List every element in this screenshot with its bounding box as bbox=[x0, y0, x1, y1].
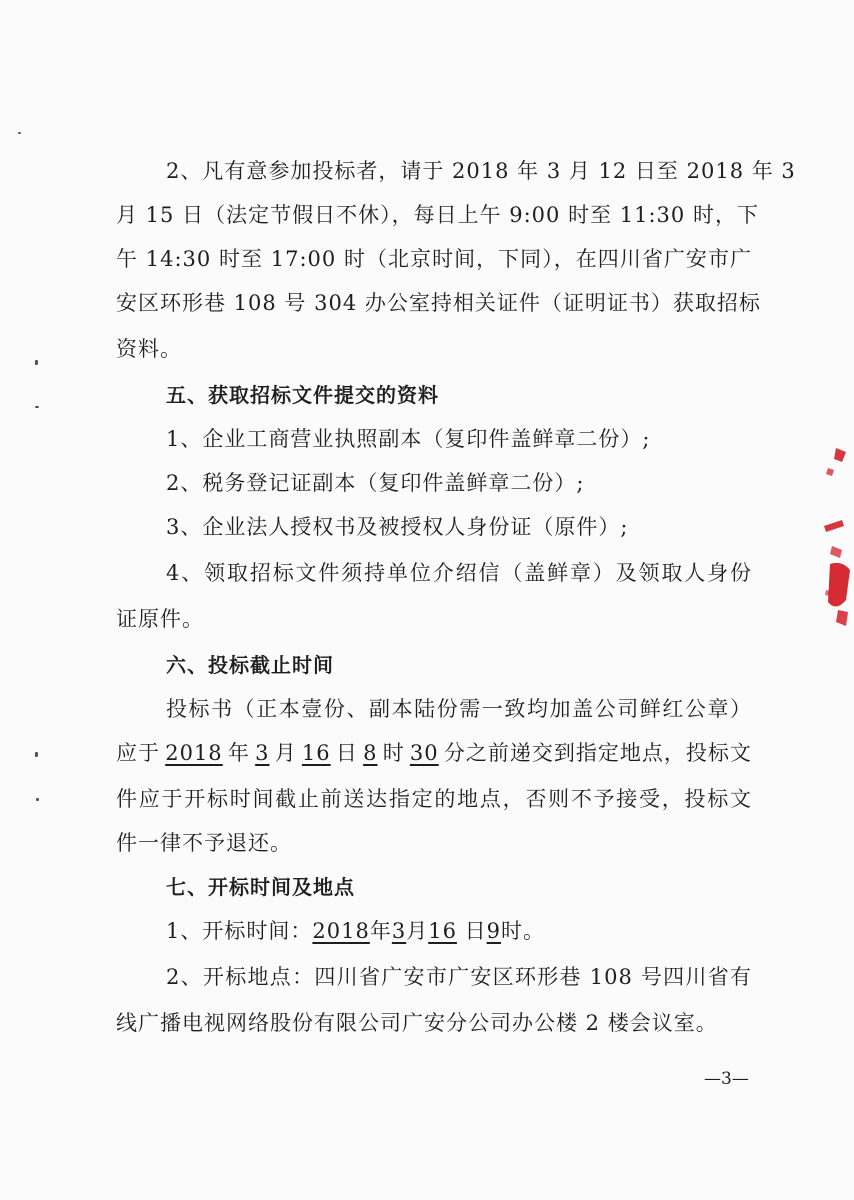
opening-time-line bbox=[166, 916, 545, 946]
deadline-minute: 30 bbox=[409, 741, 439, 765]
section-heading: 五、获取招标文件提交的资料 bbox=[166, 383, 439, 407]
scan-speck bbox=[35, 406, 39, 408]
list-item: 2、税务登记证副本（复印件盖鲜章二份）; bbox=[166, 471, 585, 495]
para-line: 件一律不予退还。 bbox=[116, 831, 292, 855]
para-line: 投标书（正本壹份、副本陆份需一致均加盖公司鲜红公章） bbox=[166, 697, 752, 721]
opening-year: 2018 bbox=[312, 919, 370, 943]
seal-fragment-icon bbox=[816, 440, 852, 640]
text-segment: 月 bbox=[406, 919, 429, 943]
text-segment: 1、开标时间： bbox=[166, 919, 313, 943]
page-number: —3— bbox=[704, 1069, 749, 1089]
section-heading: 七、开标时间及地点 bbox=[166, 875, 355, 899]
deadline-hour: 8 bbox=[363, 741, 378, 765]
text-segment: 日 bbox=[335, 741, 358, 765]
list-item: 3、企业法人授权书及被授权人身份证（原件）; bbox=[166, 515, 629, 539]
para-line: 安区环形巷 108 号 304 办公室持相关证件（证明证书）获取招标 bbox=[116, 291, 761, 315]
scan-speck bbox=[35, 360, 38, 365]
scan-speck bbox=[35, 752, 38, 757]
para-line: 件应于开标时间截止前送达指定的地点，否则不予接受，投标文 bbox=[116, 787, 752, 811]
section-heading: 六、投标截止时间 bbox=[166, 653, 334, 677]
scan-speck bbox=[36, 798, 39, 801]
para-line: 2、凡有意参加投标者，请于 2018 年 3 月 12 日至 2018 年 3 bbox=[166, 159, 796, 183]
deadline-month: 3 bbox=[255, 741, 270, 765]
list-item: 1、企业工商营业执照副本（复印件盖鲜章二份）; bbox=[166, 427, 651, 451]
text-segment: 年 bbox=[369, 919, 392, 943]
list-item: 证原件。 bbox=[116, 607, 204, 631]
text-segment: 时。 bbox=[501, 919, 545, 943]
para-line: 资料。 bbox=[116, 337, 182, 361]
para-line: 线广播电视网络股份有限公司广安分公司办公楼 2 楼会议室。 bbox=[116, 1011, 718, 1035]
deadline-line bbox=[116, 738, 752, 768]
para-line: 月 15 日（法定节假日不休），每日上午 9:00 时至 11:30 时，下 bbox=[116, 203, 759, 227]
deadline-year: 2018 bbox=[165, 741, 223, 765]
text-segment: 日 bbox=[456, 919, 487, 943]
para-line: 午 14:30 时至 17:00 时（北京时间，下同），在四川省广安市广 bbox=[116, 247, 752, 271]
text-segment: 应于 bbox=[116, 741, 160, 765]
list-item: 4、领取招标文件须持单位介绍信（盖鲜章）及领取人身份 bbox=[166, 561, 752, 585]
para-line: 2、开标地点：四川省广安市广安区环形巷 108 号四川省有 bbox=[166, 965, 752, 989]
text-segment: 分之前递交到指定地点，投标文 bbox=[443, 741, 752, 765]
text-segment: 时 bbox=[382, 741, 405, 765]
opening-day: 16 bbox=[428, 919, 457, 943]
text-segment: 年 bbox=[227, 741, 250, 765]
opening-hour: 9 bbox=[486, 919, 501, 943]
deadline-day: 16 bbox=[301, 741, 331, 765]
scan-speck bbox=[18, 132, 21, 134]
opening-month: 3 bbox=[391, 919, 407, 943]
text-segment: 月 bbox=[274, 741, 297, 765]
